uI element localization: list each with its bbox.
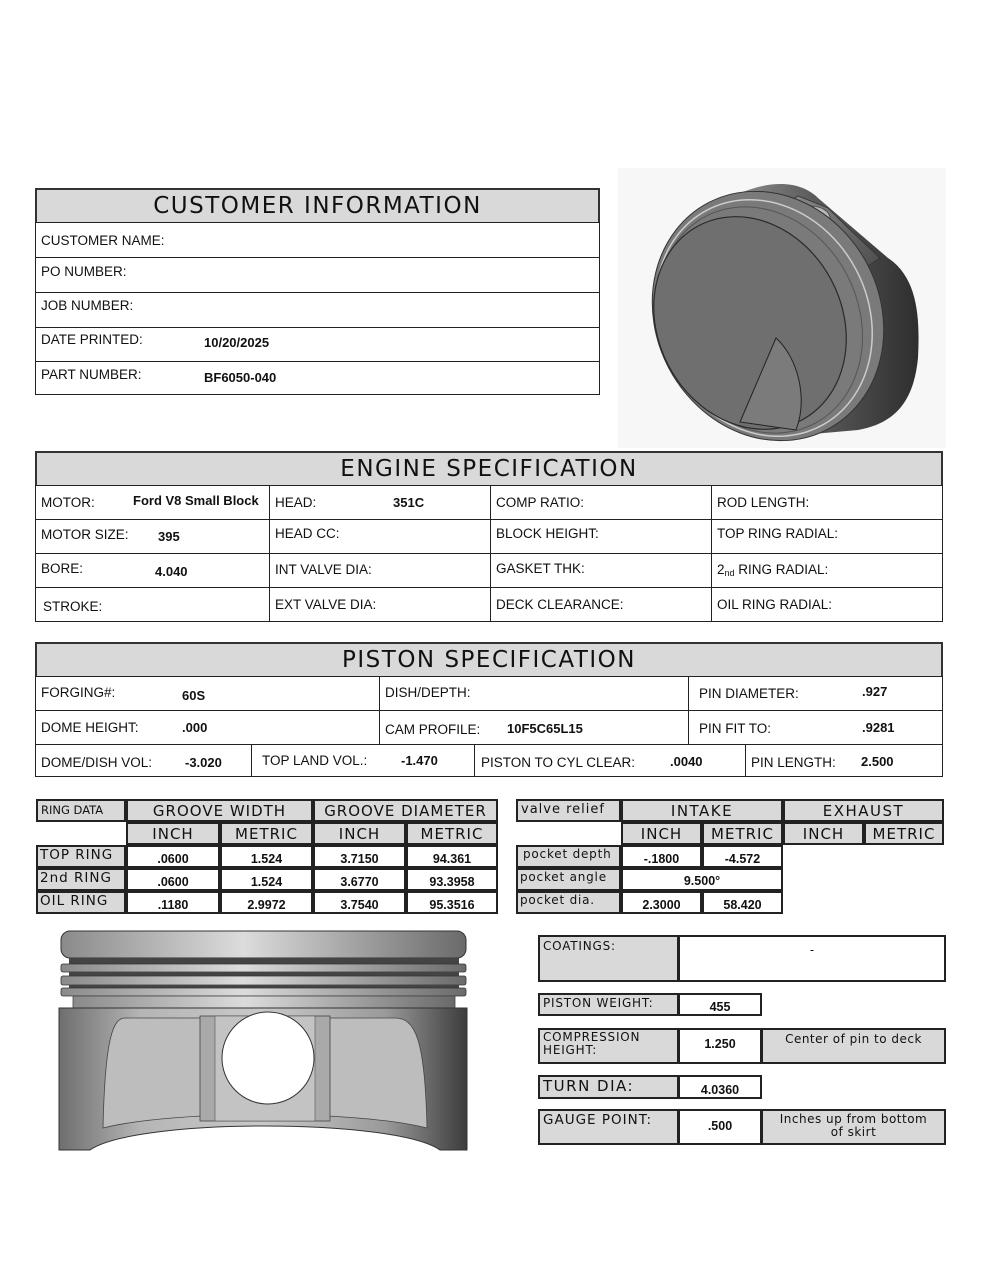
- dome-height-label: DOME HEIGHT:: [41, 720, 139, 735]
- dish-depth-cell: [379, 676, 689, 711]
- groove-diameter-metric-header: METRIC: [406, 822, 498, 845]
- groove-width-inch-header: INCH: [126, 822, 220, 845]
- top-land-vol-label: TOP LAND VOL.:: [262, 753, 368, 768]
- second-ring-gd-inch: 3.6770: [313, 868, 406, 891]
- top-ring-radial-label: TOP RING RADIAL:: [717, 526, 839, 541]
- stroke-label: STROKE:: [43, 599, 103, 614]
- bore-cell: [35, 553, 270, 588]
- pocket-dia-inch: 2.3000: [621, 891, 702, 914]
- rod-length-label: ROD LENGTH:: [717, 495, 810, 510]
- groove-diameter-inch-header: INCH: [313, 822, 406, 845]
- oil-ring-gw-inch: .1180: [126, 891, 220, 914]
- intake-metric-header: METRIC: [702, 822, 783, 845]
- pocket-depth-inch: -.1800: [621, 845, 702, 868]
- second-ring-radial-suffix: nd: [724, 568, 735, 578]
- ext-valve-dia-cell: [269, 587, 491, 622]
- motor-value: Ford V8 Small Block: [133, 493, 259, 508]
- pin-fit-value: .9281: [862, 720, 895, 735]
- date-printed-value: 10/20/2025: [204, 335, 270, 350]
- block-height-cell: [490, 519, 712, 554]
- piston-to-cyl-clear-cell: [474, 744, 746, 777]
- po-number-label: PO NUMBER:: [41, 264, 127, 279]
- deck-clearance-label: DECK CLEARANCE:: [496, 597, 624, 612]
- pin-diameter-label: PIN DIAMETER:: [699, 686, 799, 701]
- pin-length-cell: [745, 744, 943, 777]
- motor-size-label: MOTOR SIZE:: [41, 527, 129, 542]
- dome-dish-vol-label: DOME/DISH VOL:: [41, 755, 153, 770]
- bore-label: BORE:: [41, 561, 84, 576]
- gasket-thk-label: GASKET THK:: [496, 561, 585, 576]
- pocket-depth-label: pocket depth: [516, 845, 621, 868]
- turn-dia-label: TURN DIA:: [538, 1075, 679, 1099]
- date-printed-label: DATE PRINTED:: [41, 332, 143, 347]
- po-number-row: [35, 257, 600, 293]
- stroke-cell: [35, 587, 270, 622]
- top-ring-gd-inch: 3.7150: [313, 845, 406, 868]
- piston-isometric-image: [618, 168, 946, 448]
- engine-specification-section: [35, 451, 943, 622]
- oil-ring-gd-metric: 95.3516: [406, 891, 498, 914]
- compression-height-note: Center of pin to deck: [761, 1028, 946, 1064]
- forging-value: 60S: [182, 688, 206, 703]
- piston-weight-value: 455: [678, 993, 762, 1016]
- second-ring-gd-metric: 93.3958: [406, 868, 498, 891]
- motor-size-value: 395: [158, 529, 180, 544]
- pin-length-value: 2.500: [861, 754, 894, 769]
- top-land-vol-cell: [251, 744, 475, 777]
- motor-label: MOTOR:: [41, 495, 95, 510]
- customer-name-label: CUSTOMER NAME:: [41, 233, 165, 248]
- dome-height-value: .000: [182, 720, 208, 735]
- gauge-point-label: GAUGE POINT:: [538, 1109, 679, 1145]
- exhaust-metric-header: METRIC: [864, 822, 944, 845]
- forging-label: FORGING#:: [41, 685, 116, 700]
- int-valve-dia-cell: [269, 553, 491, 588]
- piston-side-view-image: [55, 928, 470, 1158]
- cam-profile-value: 10F5C65L15: [507, 721, 583, 736]
- pin-diameter-value: .927: [862, 684, 888, 699]
- comp-ratio-label: COMP RATIO:: [496, 495, 585, 510]
- oil-ring-gw-metric: 2.9972: [220, 891, 313, 914]
- forging-cell: [35, 676, 380, 711]
- piston-side-view-icon: [55, 928, 470, 1158]
- top-land-vol-value: -1.470: [401, 753, 438, 768]
- piston-specification-section: [35, 642, 943, 777]
- dish-depth-label: DISH/DEPTH:: [385, 685, 471, 700]
- groove-width-metric-header: METRIC: [220, 822, 313, 845]
- second-ring-radial-cell: [711, 553, 943, 588]
- date-printed-row: [35, 327, 600, 363]
- bore-value: 4.040: [155, 564, 188, 579]
- pin-length-label: PIN LENGTH:: [751, 755, 836, 770]
- block-height-label: BLOCK HEIGHT:: [496, 526, 599, 541]
- compression-height-value: 1.250: [678, 1028, 762, 1064]
- top-ring-gd-metric: 94.361: [406, 845, 498, 868]
- second-ring-gw-inch: .0600: [126, 868, 220, 891]
- motor-size-cell: [35, 519, 270, 554]
- turn-dia-value: 4.0360: [678, 1075, 762, 1099]
- pocket-depth-metric: -4.572: [702, 845, 783, 868]
- pin-fit-label: PIN FIT TO:: [699, 721, 772, 736]
- piston-weight-label: PISTON WEIGHT:: [538, 993, 679, 1016]
- pocket-dia-label: pocket dia.: [516, 891, 621, 914]
- gasket-thk-cell: [490, 553, 712, 588]
- head-value: 351C: [393, 495, 425, 510]
- part-number-label: PART NUMBER:: [41, 367, 142, 382]
- job-number-row: [35, 292, 600, 328]
- comp-ratio-cell: [490, 485, 712, 520]
- groove-diameter-header: GROOVE DIAMETER: [313, 799, 498, 822]
- oil-ring-radial-cell: [711, 587, 943, 622]
- second-ring-radial-label: [717, 562, 828, 577]
- valve-relief-title: valve relief: [516, 799, 621, 822]
- customer-information-title: CUSTOMER INFORMATION: [35, 188, 600, 224]
- cam-profile-label: CAM PROFILE:: [385, 722, 481, 737]
- head-cc-cell: [269, 519, 491, 554]
- cam-profile-cell: [379, 710, 689, 745]
- ring-data-table: [36, 799, 498, 915]
- extra-specs: [538, 935, 947, 1147]
- pocket-angle-label: pocket angle: [516, 868, 621, 891]
- gauge-point-value: .500: [678, 1109, 762, 1145]
- ring-data-title: RING DATA: [36, 799, 126, 822]
- rod-length-cell: [711, 485, 943, 520]
- intake-header: INTAKE: [621, 799, 783, 822]
- coatings-value: -: [678, 935, 946, 982]
- groove-width-header: GROOVE WIDTH: [126, 799, 313, 822]
- intake-inch-header: INCH: [621, 822, 702, 845]
- gauge-point-note: Inches up from bottom of skirt: [761, 1109, 946, 1145]
- head-label: HEAD:: [275, 495, 317, 510]
- piston-to-cyl-clear-value: .0040: [670, 754, 703, 769]
- oil-ring-gd-inch: 3.7540: [313, 891, 406, 914]
- top-ring-gw-metric: 1.524: [220, 845, 313, 868]
- head-cc-label: HEAD CC:: [275, 526, 340, 541]
- oil-ring-radial-label: OIL RING RADIAL:: [717, 597, 833, 612]
- top-ring-radial-cell: [711, 519, 943, 554]
- exhaust-inch-header: INCH: [783, 822, 864, 845]
- second-ring-radial-number: 2: [717, 562, 725, 577]
- pocket-angle-value: 9.500°: [621, 868, 783, 891]
- dome-height-cell: [35, 710, 380, 745]
- part-number-value: BF6050-040: [204, 370, 277, 385]
- piston-to-cyl-clear-label: PISTON TO CYL CLEAR:: [481, 755, 636, 770]
- job-number-label: JOB NUMBER:: [41, 298, 134, 313]
- ext-valve-dia-label: EXT VALVE DIA:: [275, 597, 377, 612]
- customer-name-row: [35, 222, 600, 258]
- engine-specification-title: ENGINE SPECIFICATION: [35, 451, 943, 487]
- deck-clearance-cell: [490, 587, 712, 622]
- coatings-label: COATINGS:: [538, 935, 679, 982]
- compression-height-label: COMPRESSION HEIGHT:: [538, 1028, 679, 1064]
- piston-specification-title: PISTON SPECIFICATION: [35, 642, 943, 678]
- pin-diameter-cell: [688, 676, 943, 711]
- second-ring-label: 2nd RING: [36, 868, 126, 891]
- pin-fit-cell: [688, 710, 943, 745]
- head-cell: [269, 485, 491, 520]
- second-ring-gw-metric: 1.524: [220, 868, 313, 891]
- dome-dish-vol-cell: [35, 744, 252, 777]
- part-number-row: [35, 361, 600, 395]
- exhaust-header: EXHAUST: [783, 799, 944, 822]
- oil-ring-label: OIL RING: [36, 891, 126, 914]
- customer-information-section: [35, 188, 600, 395]
- piston-isometric-icon: [618, 168, 946, 448]
- pocket-dia-metric: 58.420: [702, 891, 783, 914]
- top-ring-gw-inch: .0600: [126, 845, 220, 868]
- motor-cell: [35, 485, 270, 520]
- int-valve-dia-label: INT VALVE DIA:: [275, 562, 372, 577]
- second-ring-radial-text: RING RADIAL:: [734, 562, 829, 577]
- top-ring-label: TOP RING: [36, 845, 126, 868]
- valve-relief-table: [516, 799, 945, 915]
- dome-dish-vol-value: -3.020: [185, 755, 222, 770]
